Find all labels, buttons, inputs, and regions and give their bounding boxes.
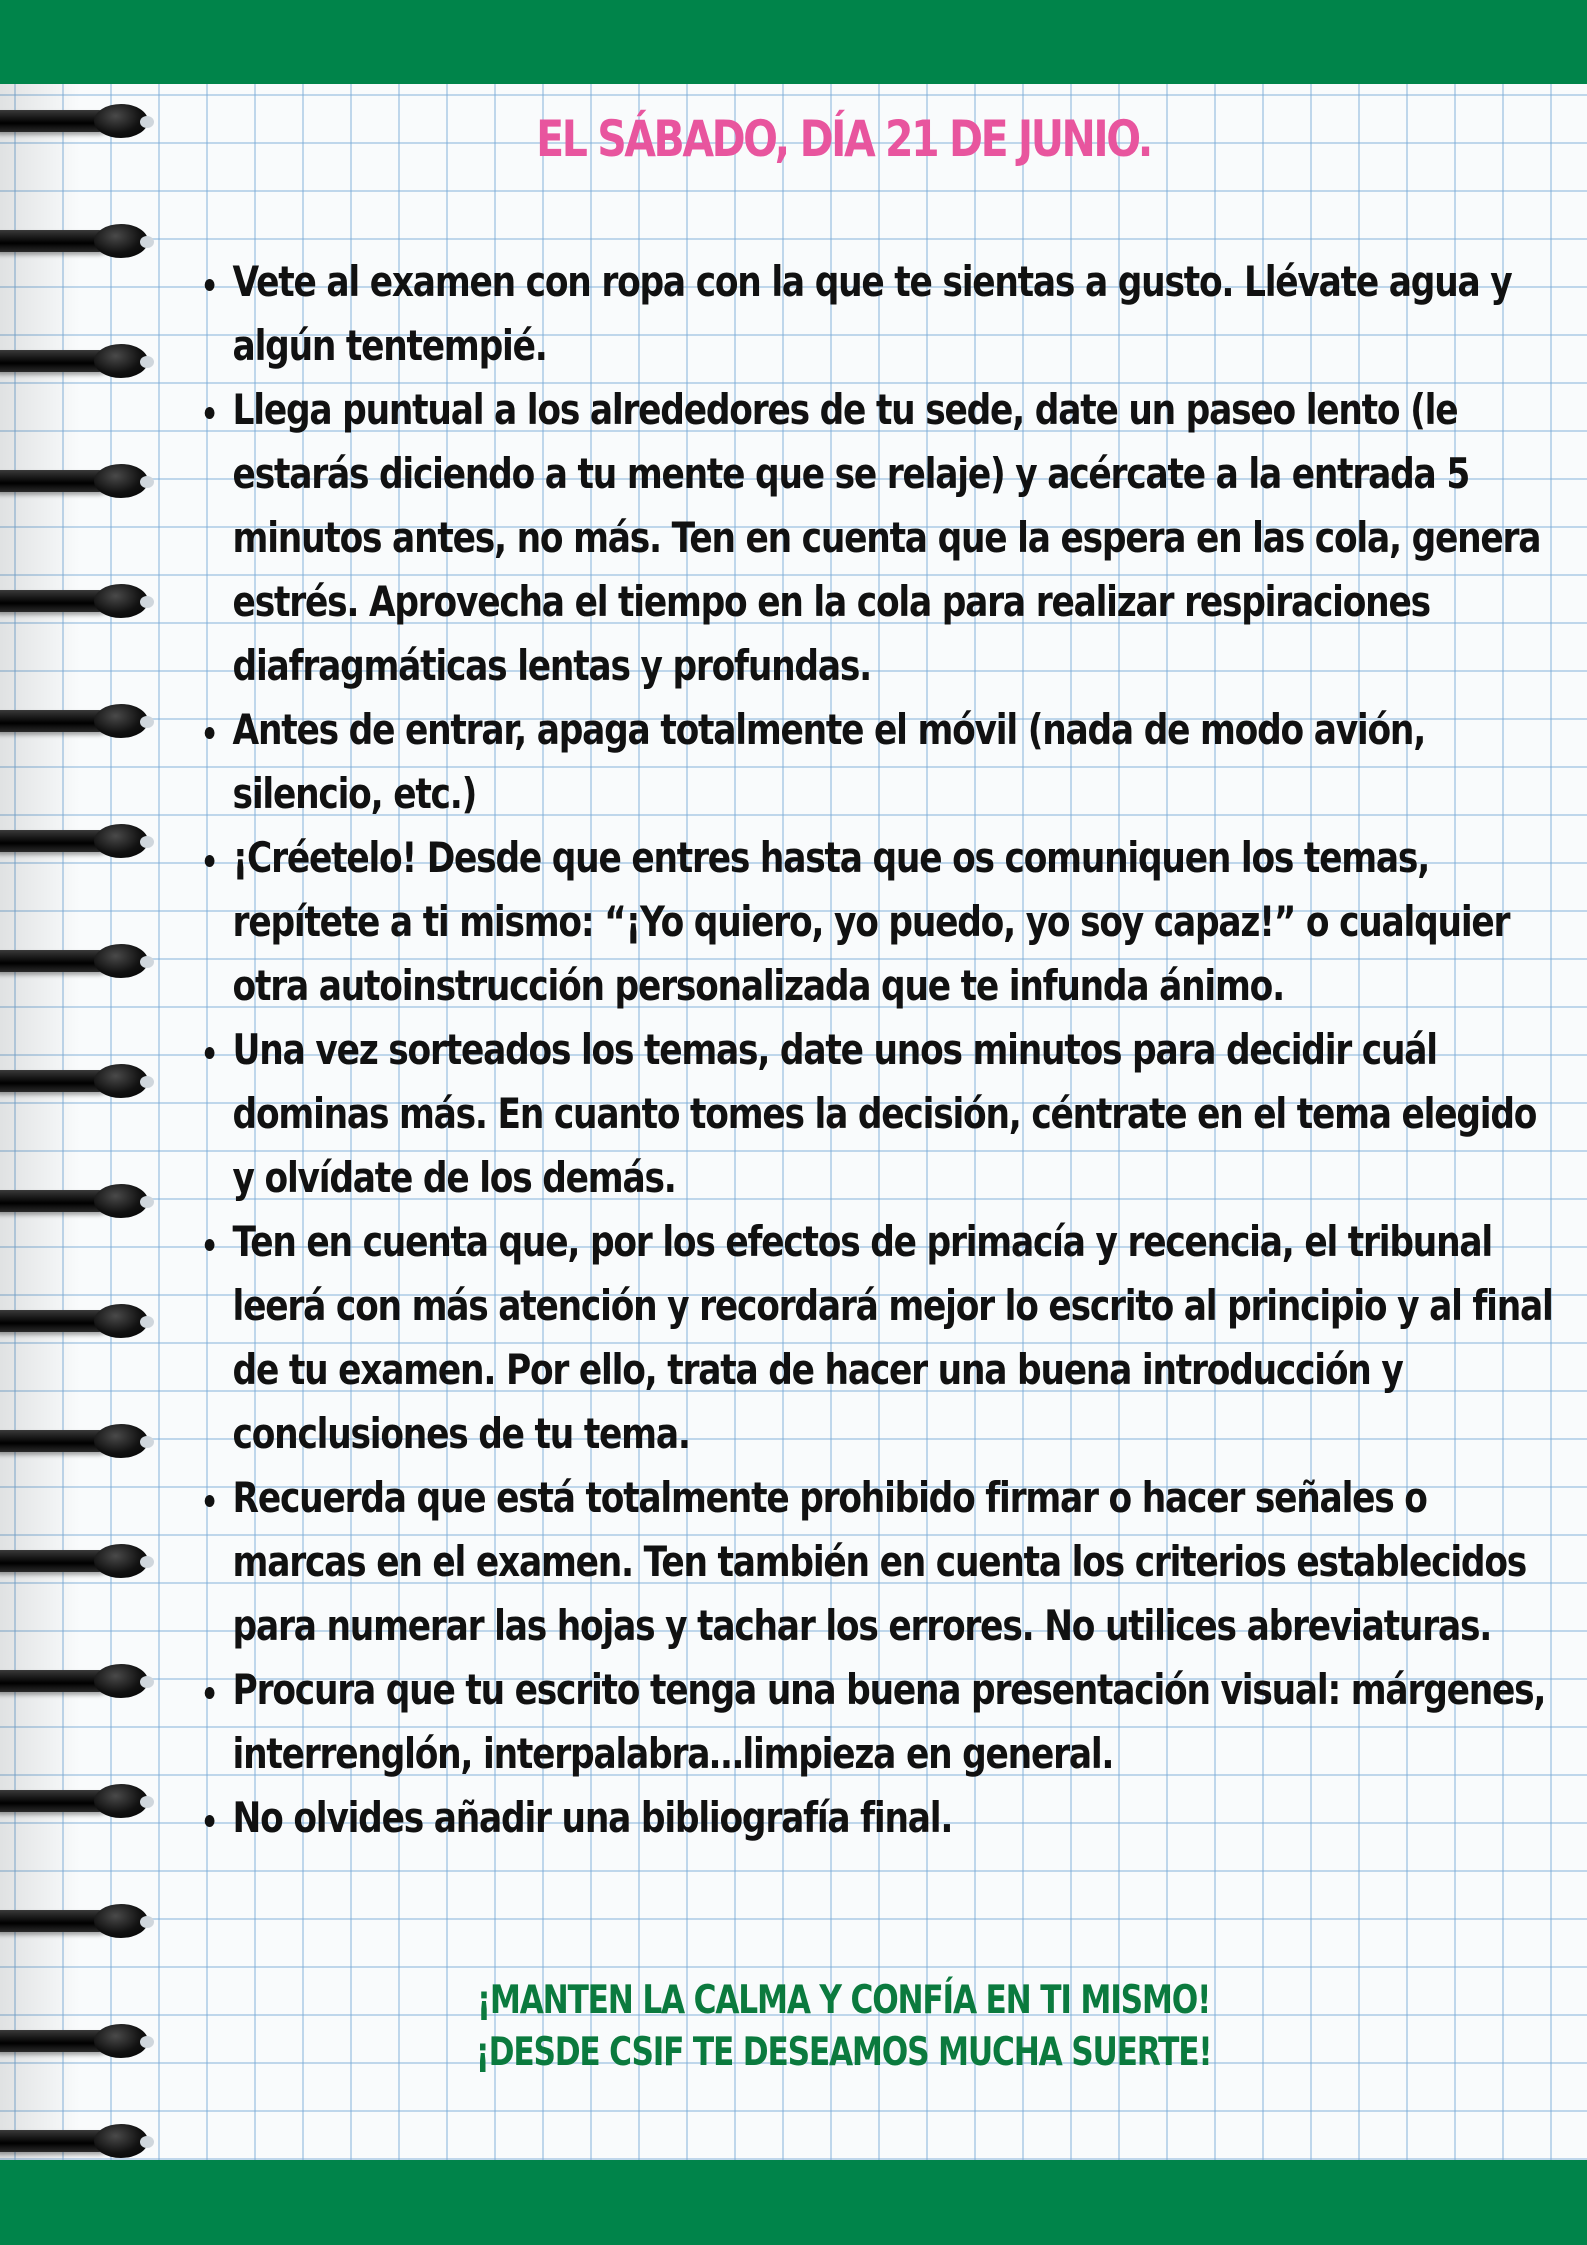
spiral-ring <box>0 1304 160 1338</box>
spiral-ring <box>0 104 160 138</box>
spiral-ring <box>0 704 160 738</box>
page-title: EL SÁBADO, DÍA 21 DE JUNIO. <box>536 110 1151 168</box>
spiral-binding <box>0 84 180 2160</box>
spiral-ring <box>0 344 160 378</box>
tip-item: • ¡Créetelo! Desde que entres hasta que os comuniquen los temas, repítete a ti mismo: “¡Yo quiero, yo puedo, yo soy capaz!” o cualquier otra autoinstrucción personalizada que te infunda ánimo. <box>229 826 1557 1018</box>
bottom-green-band <box>0 2160 1587 2245</box>
spiral-ring <box>0 944 160 978</box>
closing-message <box>425 1975 1263 2079</box>
top-green-band <box>0 0 1587 84</box>
spiral-ring <box>0 584 160 618</box>
spiral-ring <box>0 1184 160 1218</box>
tip-item: • Procura que tu escrito tenga una buena presentación visual: márgenes, interrenglón, interpalabra…limpieza en general. <box>229 1658 1557 1786</box>
tip-item: • Una vez sorteados los temas, date unos minutos para decidir cuál dominas más. En cuanto tomes la decisión, céntrate en el tema elegido y olvídate de los demás. <box>229 1018 1557 1210</box>
spiral-ring <box>0 1544 160 1578</box>
tip-item: • Recuerda que está totalmente prohibido firmar o hacer señales o marcas en el examen. Ten también en cuenta los criterios establecidos para numerar las hojas y tachar los errores. No utilices abreviaturas. <box>229 1466 1557 1658</box>
closing-line-calm: ¡MANTEN LA CALMA Y CONFÍA EN TI MISMO! <box>476 1978 1211 2023</box>
tips-list <box>185 250 1558 1850</box>
spiral-ring <box>0 464 160 498</box>
tip-item: • No olvides añadir una bibliografía final. <box>229 1786 1557 1850</box>
closing-line-luck: ¡DESDE CSIF TE DESEAMOS MUCHA SUERTE! <box>475 2030 1212 2075</box>
tip-item: • Vete al examen con ropa con la que te sientas a gusto. Llévate agua y algún tentempié. <box>229 250 1557 378</box>
tip-item: • Antes de entrar, apaga totalmente el móvil (nada de modo avión, silencio, etc.) <box>229 698 1557 826</box>
spiral-ring <box>0 1664 160 1698</box>
spiral-ring <box>0 2124 160 2158</box>
spiral-ring <box>0 1904 160 1938</box>
spiral-ring <box>0 824 160 858</box>
spiral-ring <box>0 2024 160 2058</box>
spiral-ring <box>0 1424 160 1458</box>
spiral-ring <box>0 1064 160 1098</box>
tip-item: • Ten en cuenta que, por los efectos de primacía y recencia, el tribunal leerá con más atención y recordará mejor lo escrito al principio y al final de tu examen. Por ello, trata de hacer una buena introducción y conclusiones de tu tema. <box>229 1210 1557 1466</box>
spiral-ring <box>0 1784 160 1818</box>
tip-item: • Llega puntual a los alrededores de tu sede, date un paseo lento (le estarás diciendo a tu mente que se relaje) y acércate a la entrada 5 minutos antes, no más. Ten en cuenta que la espera en las cola, genera estrés. Aprovecha el tiempo en la cola para realizar respiraciones diafragmáticas lentas y profundas. <box>229 378 1557 698</box>
spiral-ring <box>0 224 160 258</box>
